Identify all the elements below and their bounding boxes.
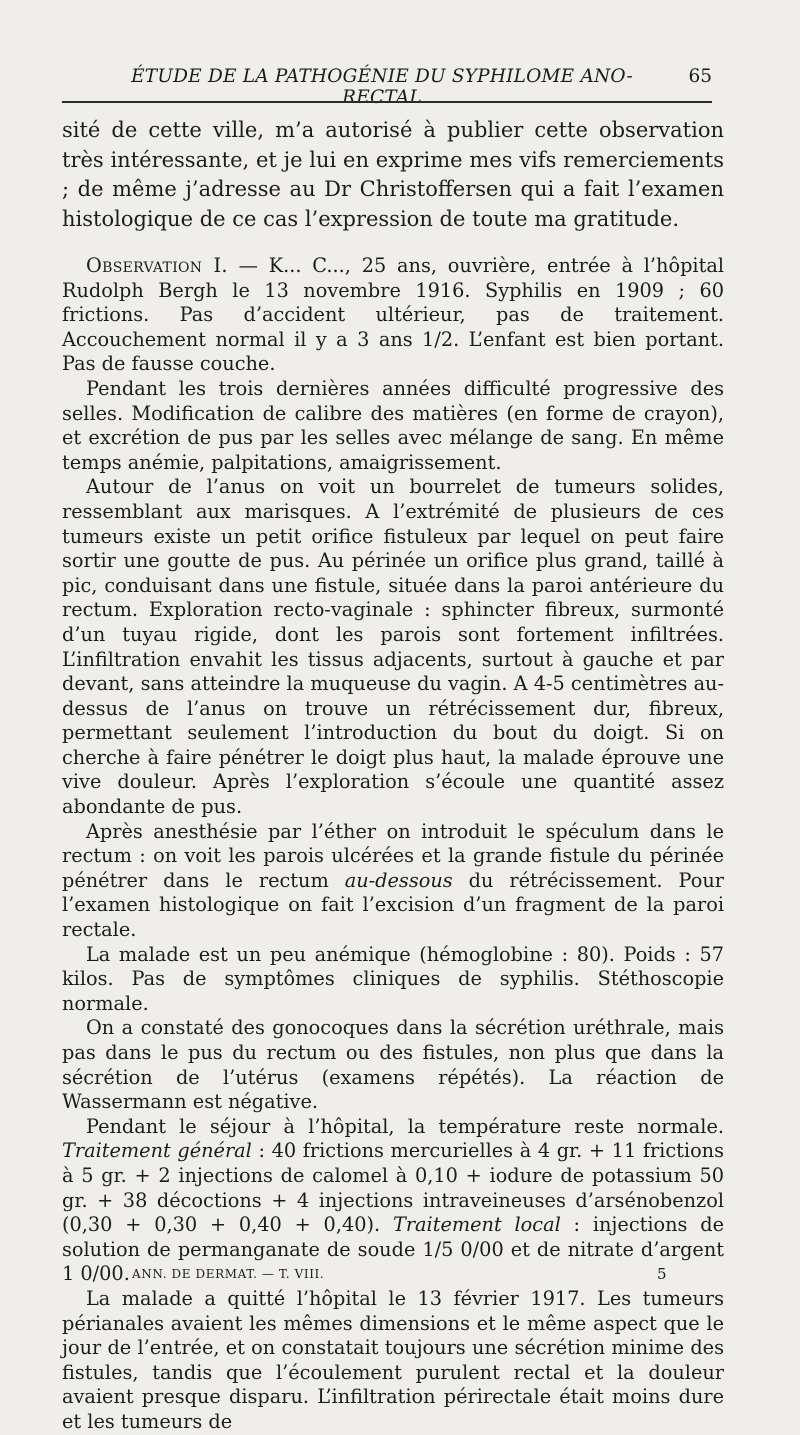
header-rule	[62, 101, 712, 103]
p4-text-b: du rétrécissement. Pour l’examen histologique on fait l’excision d’un fragment de la paroi rectale.	[62, 868, 724, 942]
observation-paragraph-5: La malade est un peu anémique (hémoglobine : 80). Poids : 57 kilos. Pas de symptômes cliniques de syphilis. Stéthoscopie normale.	[62, 942, 724, 1015]
observation-paragraph-4	[62, 820, 724, 943]
p7-text-a: Pendant le séjour à l’hôpital, la température reste normale.	[86, 1114, 724, 1138]
p7-text-b: : 40 frictions mercurielles à 4 gr. + 11 frictions à 5 gr. + 2 injections de calomel à 0,10 + iodure de potassium 50 gr. + 38 décoctions + 4 injections intraveineuses d’arsénobenzol (0,30 + 0,30 + 0,40 + 0,40).	[62, 1139, 724, 1237]
observation-paragraph-6: On a constaté des gonocoques dans la sécrétion uréthrale, mais pas dans le pus du rectum ou des fistules, non plus que dans la sécrétion de l’utérus (examens répétés). La réaction de Wassermann est négative.	[62, 1016, 724, 1114]
page-footer	[132, 1267, 692, 1287]
observation-label: Observation I.	[86, 254, 228, 277]
p4-text-a: Après anesthésie par l’éther on introduit le spéculum dans le rectum : on voit les parois ulcérées et la grande fistule du périnée pénétrer dans le rectum	[62, 819, 724, 892]
running-title: ÉTUDE DE LA PATHOGÉNIE DU SYPHILOME ANO-RECTAL	[131, 66, 633, 108]
observation-paragraph-1	[62, 254, 724, 377]
body-text	[62, 116, 724, 1435]
signature-mark: 5	[657, 1265, 667, 1283]
intro-paragraph: sité de cette ville, m’a autorisé à publier cette observation très intéressante, et je lui en exprime mes vifs remerciements ; de même j’adresse au Dr Christoffersen qui a fait l’examen histologique de ce cas l’expression de toute ma gratitude.	[62, 118, 724, 231]
observation-paragraph-8: La malade a quitté l’hôpital le 13 février 1917. Les tumeurs périanales avaient les mêmes dimensions et le même aspect que le jour de l’entrée, et on constatait toujours une sécrétion minime des fistules, tandis que l’écoulement purulent rectal et la douleur avaient presque disparu. L’infiltration périrectale était moins dure et les tumeurs de	[62, 1286, 724, 1433]
page-number: 65	[688, 66, 712, 87]
page-header	[62, 66, 712, 108]
observation-paragraph-2: Pendant les trois dernières années difficulté progressive des selles. Modification de calibre des matières (en forme de crayon), et excrétion de pus par les selles avec mélange de sang. En même temps anémie, palpitations, amaigrissement.	[62, 376, 724, 474]
p7-text-c: : injections de solution de permanganate de soude 1/5 0/00 et de nitrate d’argent 1 0/00.	[62, 1213, 724, 1286]
p7-emphasis-local: Traitement local	[392, 1213, 561, 1237]
observation-paragraph-7	[62, 1115, 724, 1287]
journal-reference: ANN. DE DERMAT. — T. VIII.	[132, 1267, 325, 1281]
p4-emphasis: au-dessous	[344, 868, 453, 892]
observation-text-1: — K... C..., 25 ans, ouvrière, entrée à l’hôpital Rudolph Bergh le 13 novembre 1916. Syphilis en 1909 ; 60 frictions. Pas d’accident ultérieur, pas de traitement. Accouchement normal il y a 3 ans 1/2. L’enfant est bien portant. Pas de fausse couche.	[62, 254, 725, 376]
p7-emphasis-general: Traitement général	[62, 1139, 252, 1163]
observation-paragraph-3: Autour de l’anus on voit un bourrelet de tumeurs solides, ressemblant aux marisques. A l’extrémité de plusieurs de ces tumeurs existe un petit orifice fistuleux par lequel on peut faire sortir une goutte de pus. Au périnée un orifice plus grand, taillé à pic, conduisant dans une fistule, située dans la paroi antérieure du rectum. Exploration recto-vaginale : sphincter fibreux, surmonté d’un tuyau rigide, dont les parois sont fortement infiltrées. L’infiltration envahit les tissus adjacents, surtout à gauche et par devant, sans atteindre la muqueuse du vagin. A 4-5 centimètres au-dessus de l’anus on trouve un rétrécissement dur, fibreux, permettant seulement l’introduction du bout du doigt. Si on cherche à faire pénétrer le doigt plus haut, la malade éprouve une vive douleur. Après l’exploration s’écoule une quantité assez abondante de pus.	[62, 475, 724, 819]
